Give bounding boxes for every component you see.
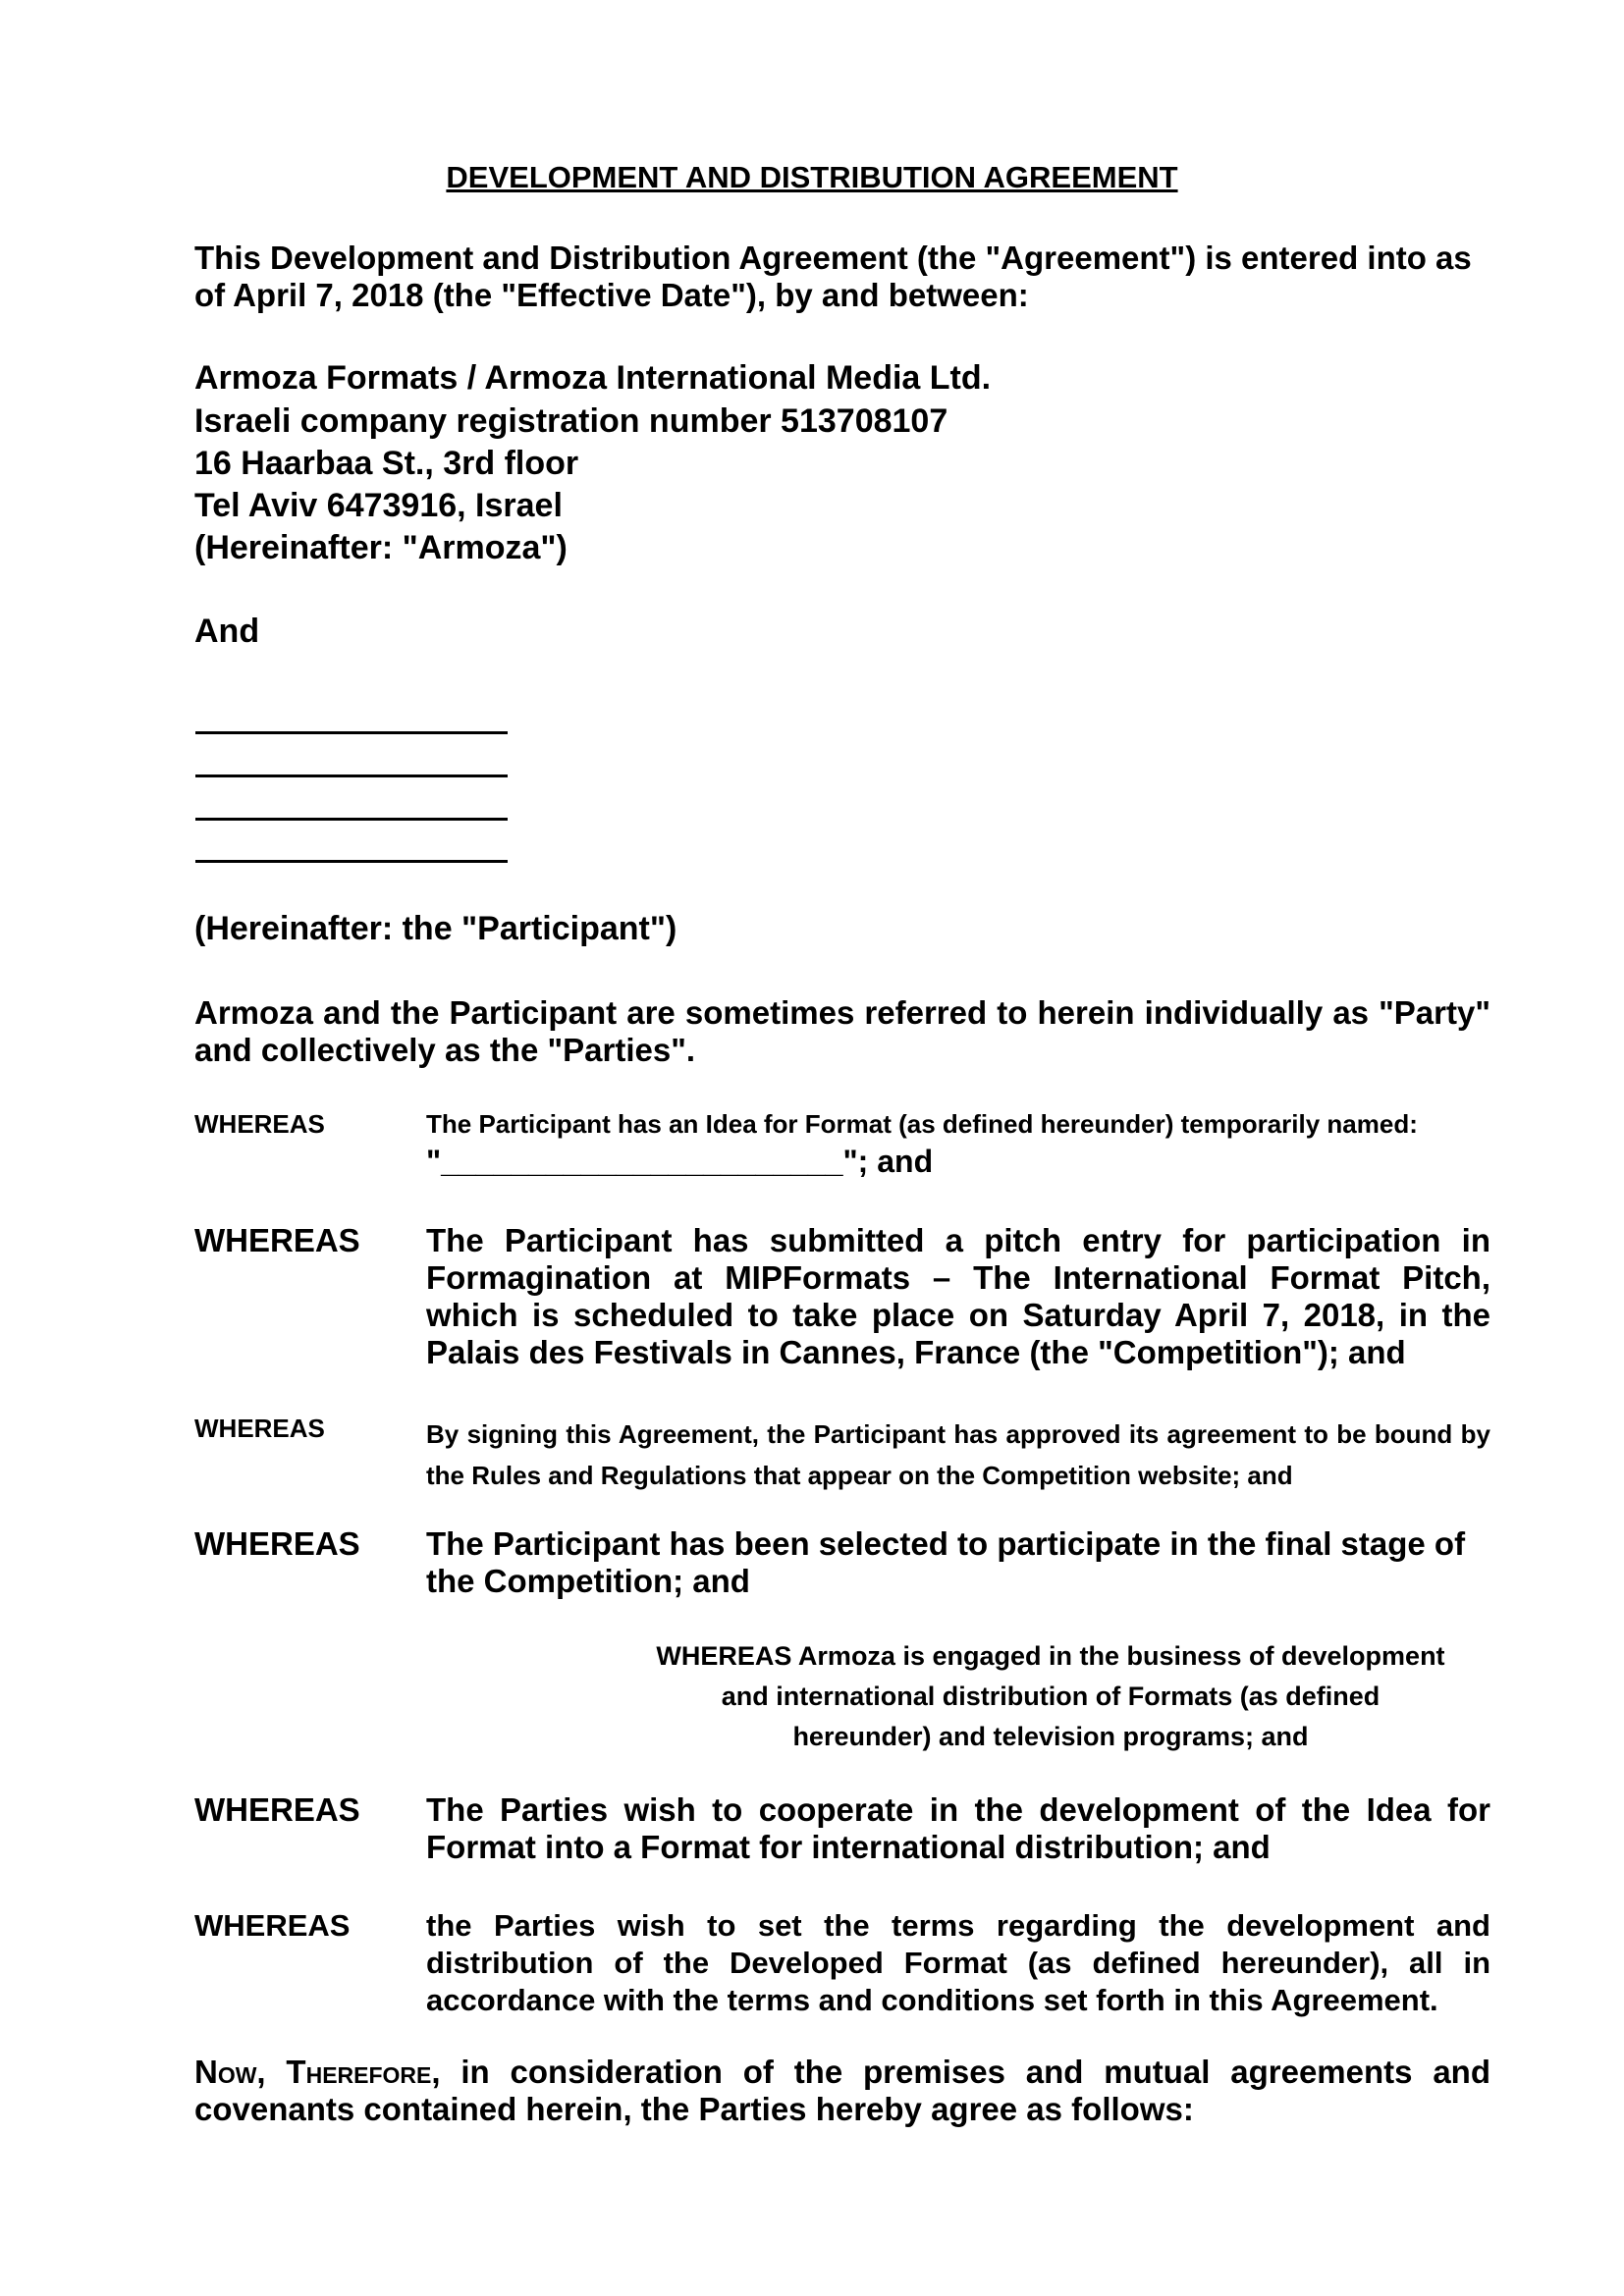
recital-7: the Parties wish to set the terms regarding the development and distribution of the Developed Format (as defined hereunder), all in accordance with the terms and conditions set forth in this Agreement. <box>426 1908 1490 2017</box>
whereas-label: WHEREAS <box>194 1908 351 1943</box>
recital-5-line-3: hereunder) and television programs; and <box>792 1722 1309 1751</box>
recital-2: The Participant has submitted a pitch entry for participation in Formagination at MIPFormats – The International Format Pitch, which is scheduled to take place on Saturday April 7, 2018, in the Palais des Festivals in Cannes, France (the "Competition"); and <box>426 1222 1490 1370</box>
intro-paragraph: This Development and Distribution Agreement (the "Agreement") is entered into as of April 7, 2018 (the "Effective Date"), by and between: <box>194 240 1472 313</box>
whereas-label: WHEREAS <box>194 1791 360 1828</box>
armoza-registration: Israeli company registration number 513708107 <box>194 402 948 440</box>
participant-blank-line-4[interactable] <box>195 860 508 863</box>
whereas-label: WHEREAS <box>194 1109 325 1139</box>
now-therefore-label: Now, Therefore, <box>194 2054 441 2090</box>
recital-1-line-1: The Participant has an Idea for Format (as defined hereunder) temporarily named: <box>426 1109 1418 1139</box>
recital-4: The Participant has been selected to participate in the final stage of the Competition; and <box>426 1525 1466 1599</box>
recital-5-line-2: and international distribution of Formats (as defined <box>721 1682 1380 1711</box>
armoza-street: 16 Haarbaa St., 3rd floor <box>194 445 579 482</box>
document-title: DEVELOPMENT AND DISTRIBUTION AGREEMENT <box>446 160 1178 194</box>
participant-blank-line-2[interactable] <box>195 774 508 777</box>
armoza-hereinafter: (Hereinafter: "Armoza") <box>194 529 568 566</box>
armoza-city: Tel Aviv 6473916, Israel <box>194 487 563 524</box>
recital-3: By signing this Agreement, the Participant has approved its agreement to be bound by the Rules and Regulations that appear on the Competition website; and <box>426 1419 1490 1490</box>
whereas-label: WHEREAS <box>194 1222 360 1258</box>
armoza-name: Armoza Formats / Armoza International Media Ltd. <box>194 359 992 397</box>
parties-paragraph: Armoza and the Participant are sometimes referred to herein individually as "Party" and collectively as the "Parties". <box>194 994 1490 1068</box>
whereas-label: WHEREAS <box>194 1525 360 1562</box>
and-label: And <box>194 613 260 650</box>
closing-paragraph <box>194 2054 1490 2128</box>
recital-1-line-2: "_______________________"; and <box>426 1144 934 1179</box>
whereas-label: WHEREAS <box>194 1414 325 1443</box>
recital-5-line-1: WHEREAS Armoza is engaged in the business of development <box>656 1641 1445 1671</box>
participant-blank-line-1[interactable] <box>195 731 508 734</box>
closing-text: in consideration of the premises and mutual agreements and covenants contained herein, the Parties hereby agree as follows: <box>194 2054 1490 2127</box>
participant-hereinafter: (Hereinafter: the "Participant") <box>194 910 677 947</box>
participant-blank-line-3[interactable] <box>195 818 508 821</box>
recital-6: The Parties wish to cooperate in the development of the Idea for Format into a Format for international distribution; and <box>426 1791 1490 1865</box>
